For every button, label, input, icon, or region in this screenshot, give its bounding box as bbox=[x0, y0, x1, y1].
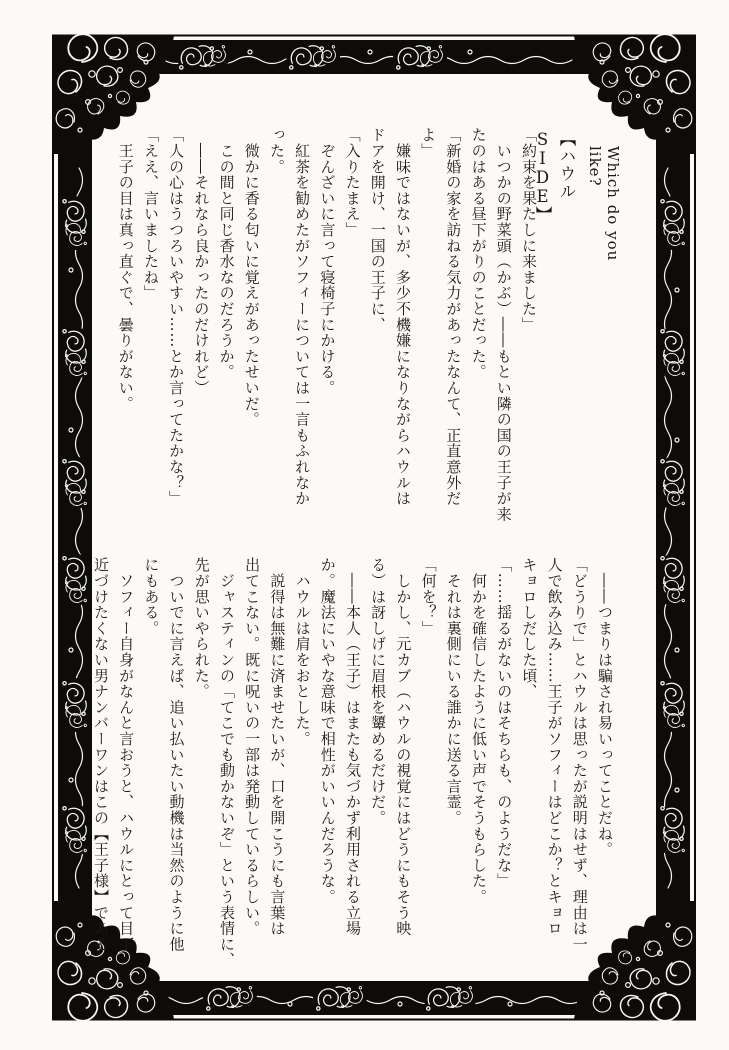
story-text-top-block bbox=[113, 127, 541, 531]
section-label-close: 】 bbox=[533, 206, 552, 224]
text-column: キョロしだした頃、 bbox=[520, 557, 539, 700]
text-column: にもある。 bbox=[142, 557, 161, 636]
text-column: ――それなら良かったのだけれど） bbox=[192, 127, 211, 396]
text-column: それは裏側にいる誰かに送る言霊。 bbox=[444, 557, 463, 826]
text-column: 紅茶を勧めたがソフィーについては一言もふれなか bbox=[293, 127, 312, 507]
text-column: ぞんざいに言って寝椅子にかける。 bbox=[318, 127, 337, 396]
text-column: る）は訝しげに眉根を顰めるだけだ。 bbox=[369, 557, 388, 826]
text-column: った。 bbox=[267, 127, 286, 175]
text-column: ハウルは肩をおとした。 bbox=[293, 557, 312, 747]
text-column: 出てこない。既に呪いの一部は発動しているらしい。 bbox=[243, 557, 262, 937]
text-column: ドアを開け、一国の王子に、 bbox=[368, 127, 387, 333]
text-column: 人で飲み込み……王子がソフィーはどこか？とキョロ bbox=[545, 557, 564, 937]
text-column: 「新婚の家を訪ねる気力があったなんて、正直意外だ bbox=[444, 127, 463, 507]
page-title: Which do you like? bbox=[586, 146, 622, 262]
story-text-bottom-block bbox=[88, 557, 617, 987]
text-column: 先が思いやられた。 bbox=[192, 557, 211, 700]
section-label-latin: SIDE bbox=[533, 130, 552, 206]
text-column: ――本人（王子）はまたも気づかず利用される立場 bbox=[343, 557, 362, 937]
text-column: 「人の心はうつろいやすい……とか言ってたかな？」 bbox=[167, 127, 186, 507]
text-column: 「約束を果たしに来ました」 bbox=[520, 127, 538, 333]
text-column: 「何を？」 bbox=[419, 557, 438, 636]
text-column: か。魔法にいやな意味で相性がいいんだろうな。 bbox=[318, 557, 337, 905]
text-column: しかし、元カブ（ハウルの視覚にはどうにもそう映 bbox=[394, 557, 413, 937]
text-column: ――つまりは騙され易いってことだね。 bbox=[596, 557, 614, 858]
text-column: 近づけたくない男ナンバーワンはこの【王子様】である bbox=[91, 557, 110, 952]
text-column: 「入りたまえ」 bbox=[343, 127, 362, 238]
text-column: この間と同じ香水なのだろうか。 bbox=[217, 127, 236, 380]
text-column: 何かを確信したように低い声でそうもらした。 bbox=[469, 557, 488, 905]
text-column: たのはある昼下がりのことだった。 bbox=[469, 127, 488, 380]
text-column: 嫌味ではないが、多少不機嫌になりながらハウルは bbox=[393, 127, 412, 507]
text-column: 王子の目は真っ直ぐで、曇りがない。 bbox=[116, 127, 135, 412]
text-column: ソフィー自身がなんと言おうと、ハウルにとって目下 bbox=[117, 557, 136, 952]
text-column: 微かに香る匂いに覚えがあったせいだ。 bbox=[242, 127, 261, 428]
section-label-open: 【ハウル bbox=[557, 130, 576, 200]
text-column: ついでに言えば、追い払いたい動機は当然のように他 bbox=[167, 557, 186, 952]
text-column: 説得は無難に済ませたいが、口を開こうにも言葉は bbox=[268, 557, 287, 937]
text-column: ジャスティンの「てこでも動かないぞ」という表情に、 bbox=[217, 557, 236, 968]
text-column: 「……揺るがないのはそちらも、のようだな」 bbox=[495, 557, 514, 889]
text-column: いつかの野菜頭（かぶ）――もとい隣の国の王子が来 bbox=[494, 127, 513, 522]
text-column: よ」 bbox=[419, 127, 438, 159]
text-column: 「ええ、言いましたね」 bbox=[141, 127, 160, 301]
text-column: 「どうりで」とハウルは思ったが説明はせず、理由は一 bbox=[570, 557, 589, 952]
